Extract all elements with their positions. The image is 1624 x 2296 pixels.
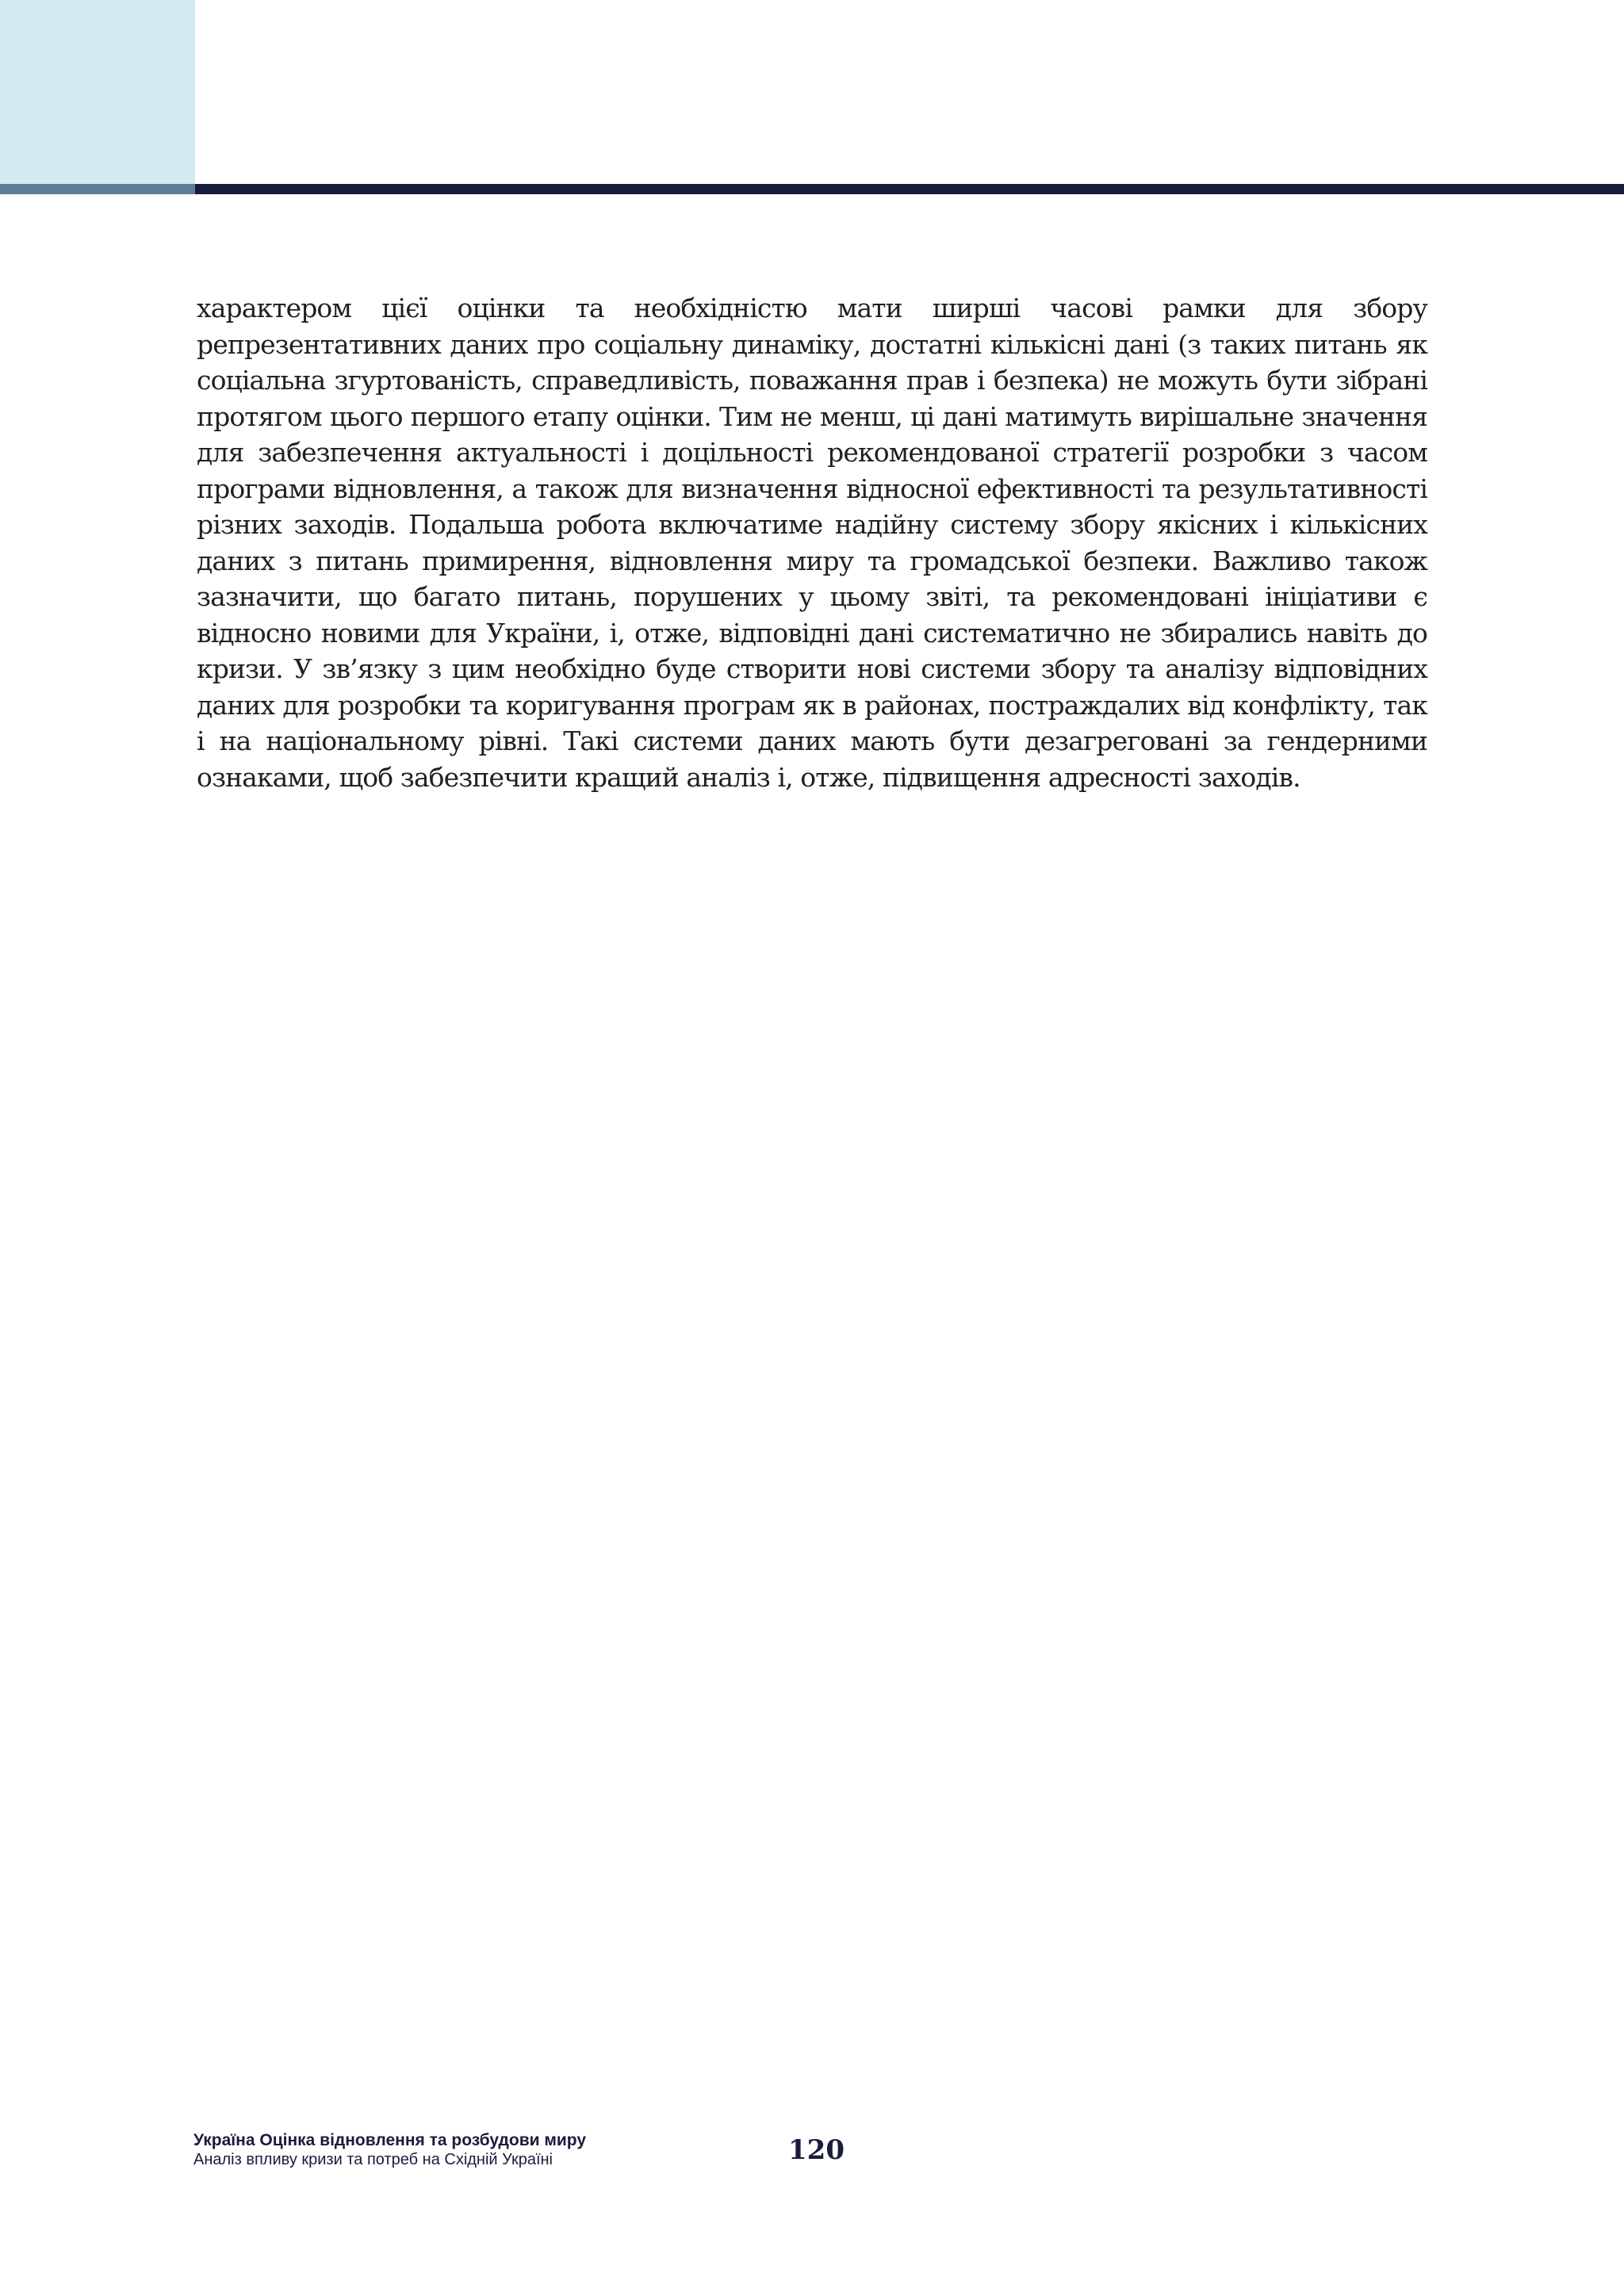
page-number: 120 bbox=[788, 2134, 845, 2166]
header-accent-block bbox=[0, 0, 195, 184]
header-bar-left-segment bbox=[0, 184, 195, 194]
footer-report-title: Україна Оцінка відновлення та розбудови миру bbox=[193, 2131, 587, 2149]
header-bar-dark-segment bbox=[195, 184, 1624, 194]
body-paragraph: характером цієї оцінки та необхідністю мати ширші часові рамки для збору репрезентативних даних про соціальну динаміку, достатні кількісні дані (з таких питань як соціальна згуртованість, справедливість, поважання прав і безпека) не можуть бути зібрані протягом цього першого етапу оцінки. Тим не менш, ці дані матимуть вирішальне значення для забезпечення актуальності і доцільності рекомендованої стратегії розробки з часом програми відновлення, а також для визначення відносної ефективності та результативності різних заходів. Подальша робота включатиме надійну систему збору якісних і кількісних даних з питань примирення, відновлення миру та громадської безпеки. Важливо також зазначити, що багато питань, порушених у цьому звіті, та рекомендовані ініціативи є відносно новими для України, і, отже, відповідні дані систематично не збирались навіть до кризи. У зв’язку з цим необхідно буде створити нові системи збору та аналізу відповідних даних для розробки та коригування програм як в районах, постраждалих від конфлікту, так і на національному рівні. Такі системи даних мають бути дезагреговані за гендерними ознаками, щоб забезпечити кращий аналіз і, отже, підвищення адресності заходів. bbox=[197, 293, 1427, 793]
footer-report-subtitle: Аналіз впливу кризи та потреб на Східній Україні bbox=[193, 2151, 553, 2168]
